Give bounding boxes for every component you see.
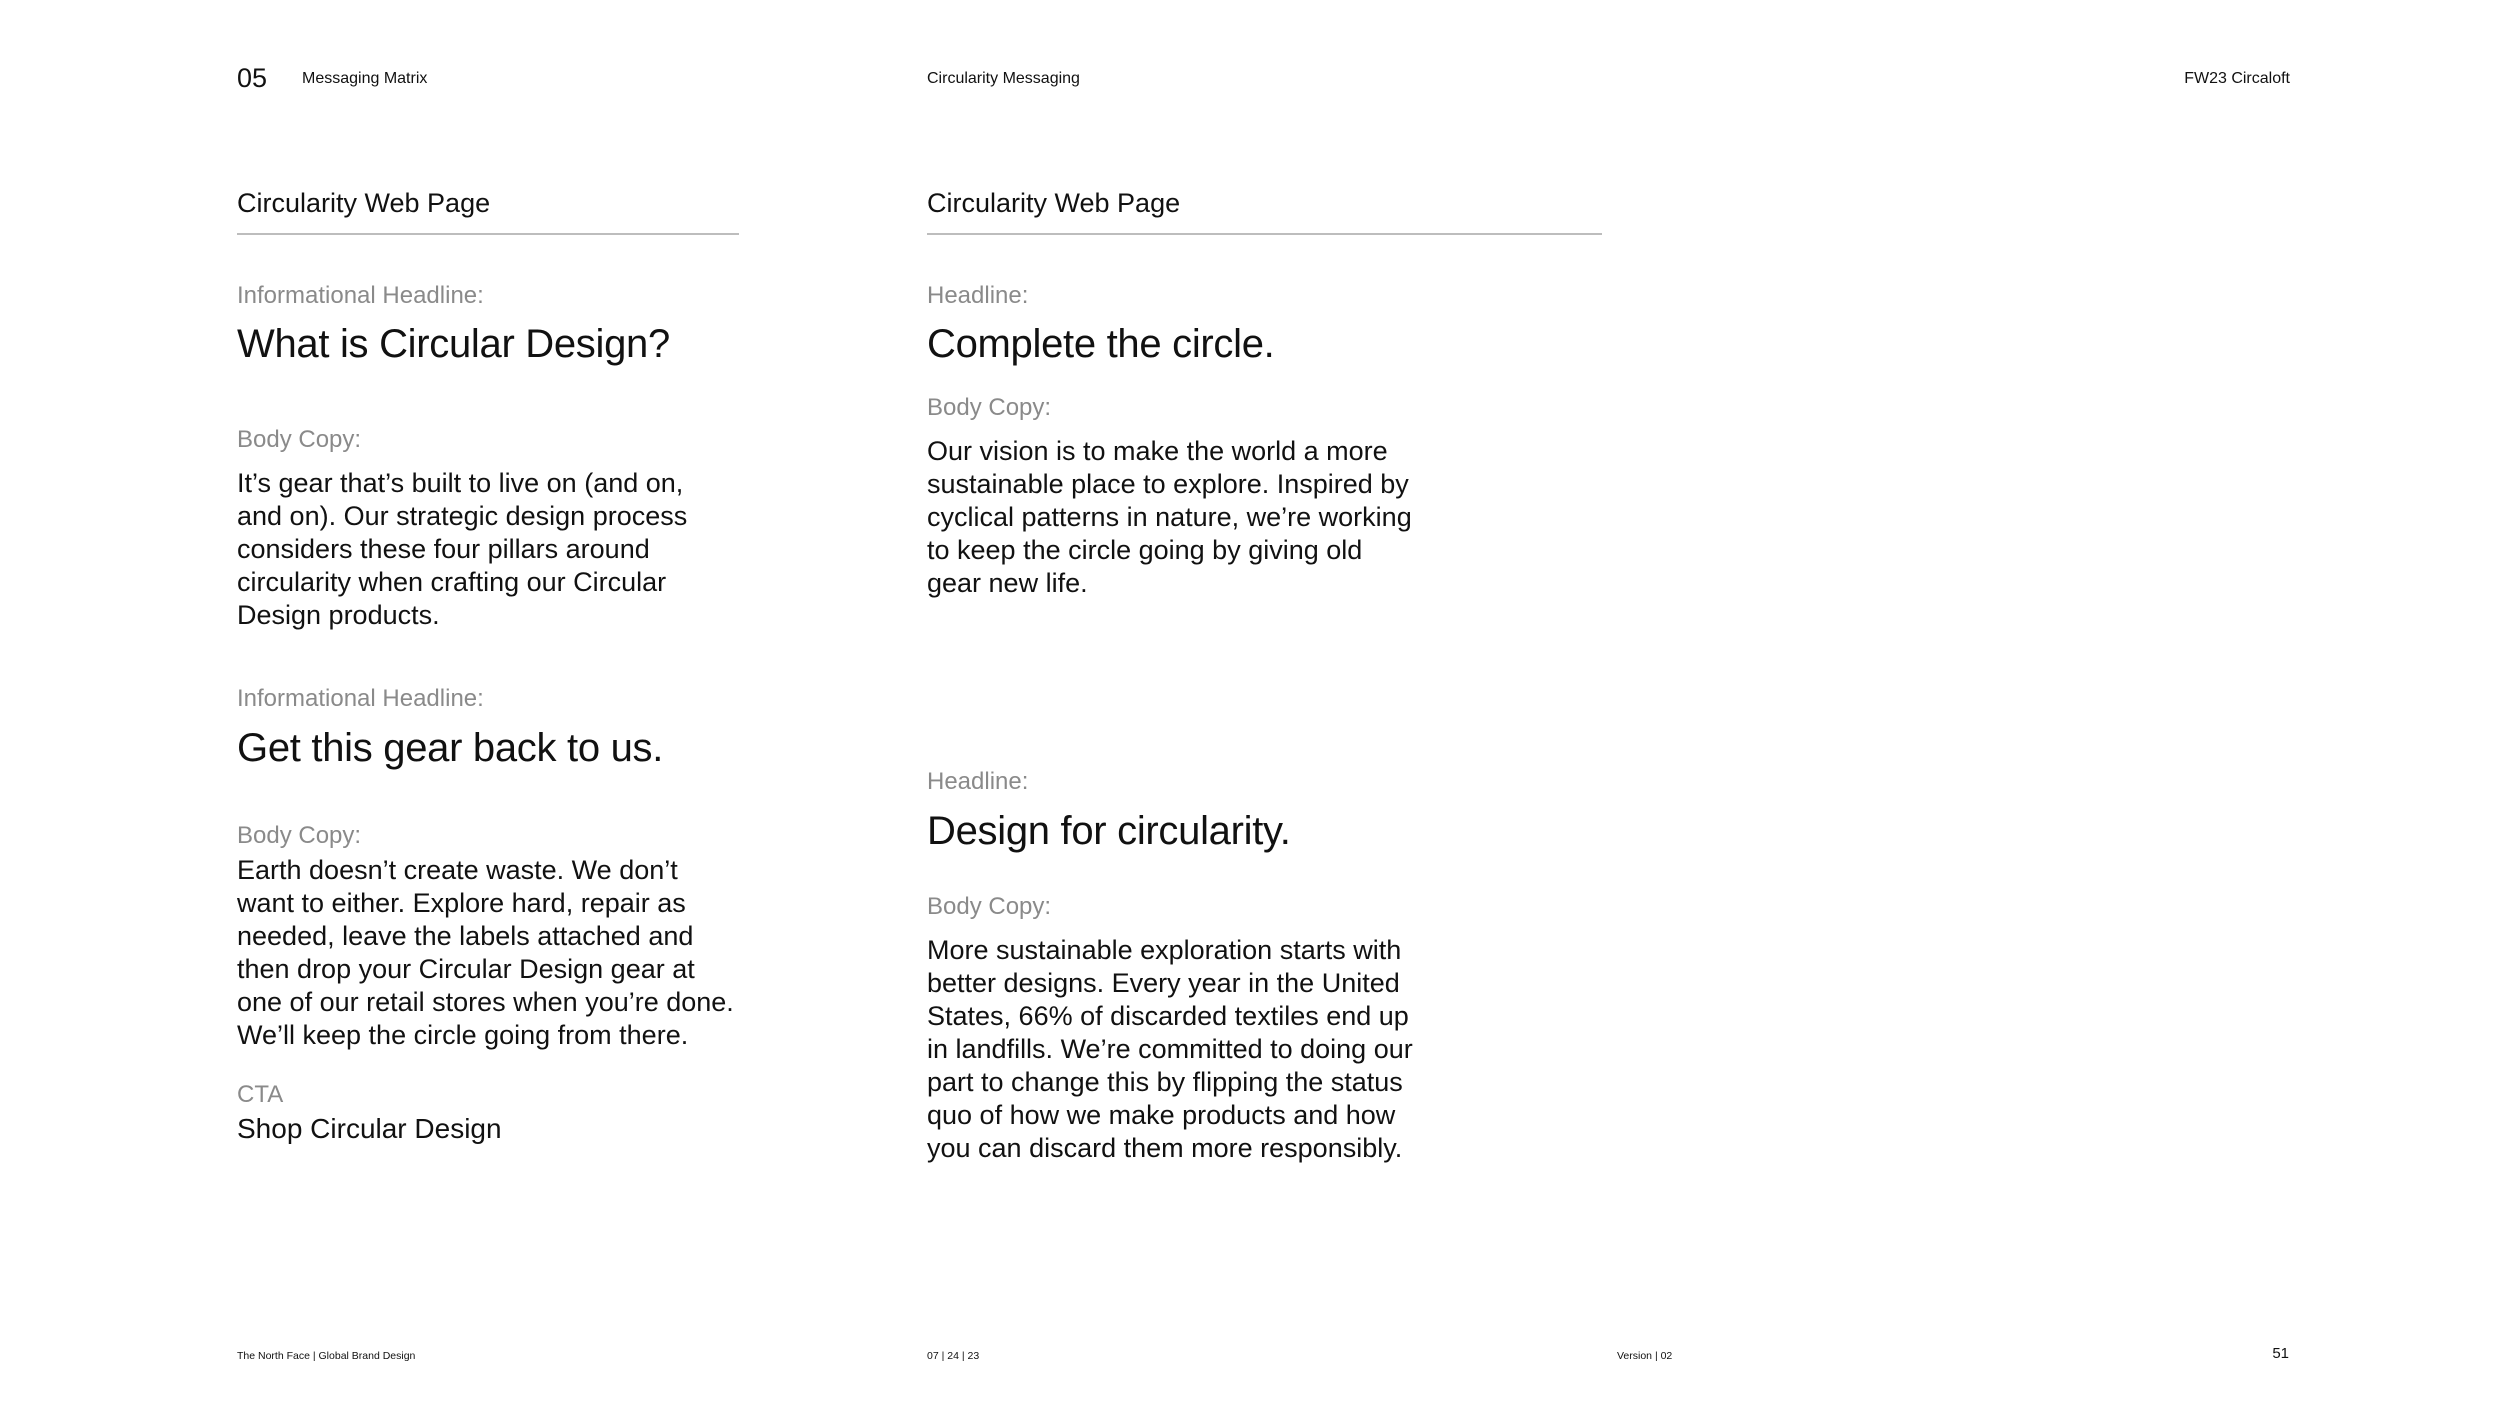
cta-label: CTA: [237, 1081, 284, 1108]
center-title: Circularity Messaging: [927, 70, 1080, 87]
body-copy-label: Body Copy:: [237, 822, 362, 849]
left-column: [237, 188, 739, 235]
footer-brand: The North Face | Global Brand Design: [237, 1350, 416, 1362]
page-number: 51: [2272, 1345, 2289, 1362]
headline: Get this gear back to us.: [237, 726, 664, 770]
column-title: Circularity Web Page: [237, 188, 739, 235]
body-copy: It’s gear that’s built to live on (and on, and on). Our strategic design process considers these four pillars around circularity when crafting our Circular Design products.: [237, 468, 688, 630]
column-title: Circularity Web Page: [927, 188, 1602, 235]
body-copy-label: Body Copy:: [927, 893, 1052, 920]
headline-label: Headline:: [927, 282, 1029, 309]
footer-version: Version | 02: [1617, 1350, 1673, 1362]
body-copy: Earth doesn’t create waste. We don’t want to either. Explore hard, repair as needed, leave the labels attached and then drop your Circular Design gear at one of our retail stores when you’re done. We’ll keep the circle going from there.: [237, 855, 734, 1050]
headline: Design for circularity.: [927, 809, 1291, 853]
footer-date: 07 | 24 | 23: [927, 1350, 980, 1362]
body-copy-label: Body Copy:: [927, 394, 1052, 421]
section-number: 05: [237, 63, 268, 93]
body-copy: More sustainable exploration starts with better designs. Every year in the United States, 66% of discarded textiles end up in landfills. We’re committed to doing our part to change this by flipping the status quo of how we make products and how you can discard them more responsibly.: [927, 935, 1413, 1163]
section-title: Messaging Matrix: [302, 70, 428, 87]
headline-label: Headline:: [927, 768, 1029, 795]
cta-text: Shop Circular Design: [237, 1113, 502, 1144]
right-column: [927, 188, 1602, 235]
headline: What is Circular Design?: [237, 322, 670, 366]
headline-label: Informational Headline:: [237, 685, 484, 712]
document-title: FW23 Circaloft: [2184, 70, 2290, 87]
body-copy: Our vision is to make the world a more sustainable place to explore. Inspired by cyclical patterns in nature, we’re working to keep the circle going by giving old gear new life.: [927, 436, 1412, 598]
body-copy-label: Body Copy:: [237, 426, 362, 453]
headline-label: Informational Headline:: [237, 282, 484, 309]
headline: Complete the circle.: [927, 322, 1275, 366]
